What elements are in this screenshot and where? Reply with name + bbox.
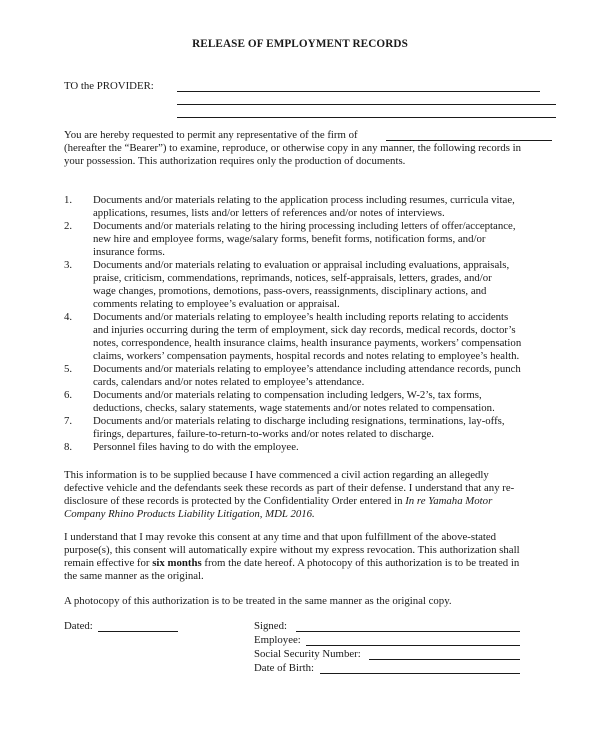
six-months-text: six months bbox=[152, 557, 202, 569]
record-item-line: comments relating to employee’s evaluation or appraisal. bbox=[93, 298, 340, 310]
record-item-line: and injuries occurring during the term of employment, sick day records, medical records, doctor’s bbox=[93, 324, 516, 336]
record-item-line: Documents and/or materials relating to employee’s health including reports relating to accidents bbox=[93, 311, 509, 323]
provider-line-3[interactable] bbox=[177, 117, 556, 118]
record-item-line: firings, departures, failure-to-return-to-works and/or notes related to discharge. bbox=[93, 428, 434, 440]
record-item-number: 3. bbox=[64, 259, 73, 271]
revoke-line-1: I understand that I may revoke this consent at any time and that upon fulfillment of the above-stated bbox=[64, 531, 497, 543]
record-item-line: notes, correspondence, health insurance claims, health insurance payments, workers’ compensation bbox=[93, 337, 522, 349]
record-item bbox=[64, 441, 564, 454]
provider-label: TO the PROVIDER: bbox=[64, 80, 154, 92]
record-item bbox=[64, 363, 564, 389]
request-paragraph bbox=[64, 129, 564, 168]
record-item-line: claims, workers’ compensation payments, hospital records and notes relating to employee’s health. bbox=[93, 350, 520, 362]
request-line-3: your possession. This authorization requires only the production of documents. bbox=[64, 155, 406, 167]
record-item-line: praise, criticism, commendations, reprimands, notices, self-appraisals, letters, grades, and/or bbox=[93, 272, 492, 284]
record-item-line: Documents and/or materials relating to discharge including resignations, terminations, lay-offs, bbox=[93, 415, 505, 427]
record-item-line: insurance forms. bbox=[93, 246, 165, 258]
record-item bbox=[64, 311, 564, 363]
civil-line-2: defective vehicle and the defendants seek these records as part of their defense. I understand that any re- bbox=[64, 482, 515, 494]
record-item-line: deductions, checks, salary statements, wage statements and/or notes related to compensation. bbox=[93, 402, 495, 414]
case-name-part: In re Yamaha Motor bbox=[405, 495, 493, 507]
request-line-1: You are hereby requested to permit any representative of the firm of bbox=[64, 129, 358, 141]
signed-line[interactable] bbox=[296, 631, 520, 632]
dated-line[interactable] bbox=[98, 631, 178, 632]
dated-label: Dated: bbox=[64, 620, 93, 632]
record-item-line: Personnel files having to do with the employee. bbox=[93, 441, 299, 453]
record-item-number: 5. bbox=[64, 363, 73, 375]
record-item-line: Documents and/or materials relating to evaluation or appraisal including evaluations, appraisals, bbox=[93, 259, 510, 271]
document-title: RELEASE OF EMPLOYMENT RECORDS bbox=[192, 38, 408, 50]
request-line-2: (hereafter the “Bearer”) to examine, reproduce, or otherwise copy in any manner, the following records in bbox=[64, 142, 522, 154]
record-item bbox=[64, 259, 564, 311]
record-item bbox=[64, 220, 564, 259]
record-item-number: 7. bbox=[64, 415, 73, 427]
record-item-line: Documents and/or materials relating to employee’s attendance including attendance records, punch bbox=[93, 363, 521, 375]
employee-line[interactable] bbox=[306, 645, 520, 646]
record-item-line: Documents and/or materials relating to the application process including resumes, curricula vitae, bbox=[93, 194, 515, 206]
photocopy-note bbox=[64, 595, 564, 608]
record-item bbox=[64, 389, 564, 415]
record-item-line: Documents and/or materials relating to the hiring processing including letters of offer/acceptance, bbox=[93, 220, 516, 232]
case-name-continued: Company Rhino Products Liability Litigation, MDL 2016. bbox=[64, 508, 315, 520]
record-item-number: 6. bbox=[64, 389, 73, 401]
record-item-number: 4. bbox=[64, 311, 73, 323]
record-item-number: 2. bbox=[64, 220, 73, 232]
firm-name-line[interactable] bbox=[386, 140, 552, 141]
record-item-line: applications, resumes, lists and/or letters of references and/or notes of interviews. bbox=[93, 207, 445, 219]
revocation-paragraph bbox=[64, 531, 564, 583]
provider-line-2[interactable] bbox=[177, 104, 556, 105]
civil-line-3: disclosure of these records is protected by the Confidentiality Order entered in bbox=[64, 495, 406, 507]
revoke-line-4: the same manner as the original. bbox=[64, 570, 204, 582]
record-item-line: Documents and/or materials relating to compensation including ledgers, W-2’s, tax forms, bbox=[93, 389, 482, 401]
record-item-line: cards, calendars and/or notes related to employee’s attendance. bbox=[93, 376, 365, 388]
records-list bbox=[64, 194, 564, 454]
record-item-number: 8. bbox=[64, 441, 73, 453]
revoke-line-3a: remain effective for bbox=[64, 557, 153, 569]
provider-line-1[interactable] bbox=[177, 91, 540, 92]
employee-label: Employee: bbox=[254, 634, 301, 646]
dob-label: Date of Birth: bbox=[254, 662, 314, 674]
ssn-line[interactable] bbox=[369, 659, 520, 660]
record-item-number: 1. bbox=[64, 194, 73, 206]
record-item-line: wage changes, promotions, demotions, pass-overs, reassignments, disciplinary actions, and bbox=[93, 285, 487, 297]
ssn-label: Social Security Number: bbox=[254, 648, 361, 660]
dob-line[interactable] bbox=[320, 673, 520, 674]
record-item bbox=[64, 194, 564, 220]
revoke-line-2: purpose(s), this consent will automatically expire without my express revocation. This authorization shall bbox=[64, 544, 520, 556]
revoke-line-3c: from the date hereof. A photocopy of this authorization is to be treated in bbox=[201, 557, 520, 569]
photocopy-text: A photocopy of this authorization is to be treated in the same manner as the original copy. bbox=[64, 595, 452, 607]
civil-line-1: This information is to be supplied because I have commenced a civil action regarding an allegedly bbox=[64, 469, 489, 481]
record-item-line: new hire and employee forms, wage/salary forms, benefit forms, notification forms, and/or bbox=[93, 233, 486, 245]
civil-action-paragraph bbox=[64, 469, 564, 521]
record-item bbox=[64, 415, 564, 441]
signed-label: Signed: bbox=[254, 620, 287, 632]
